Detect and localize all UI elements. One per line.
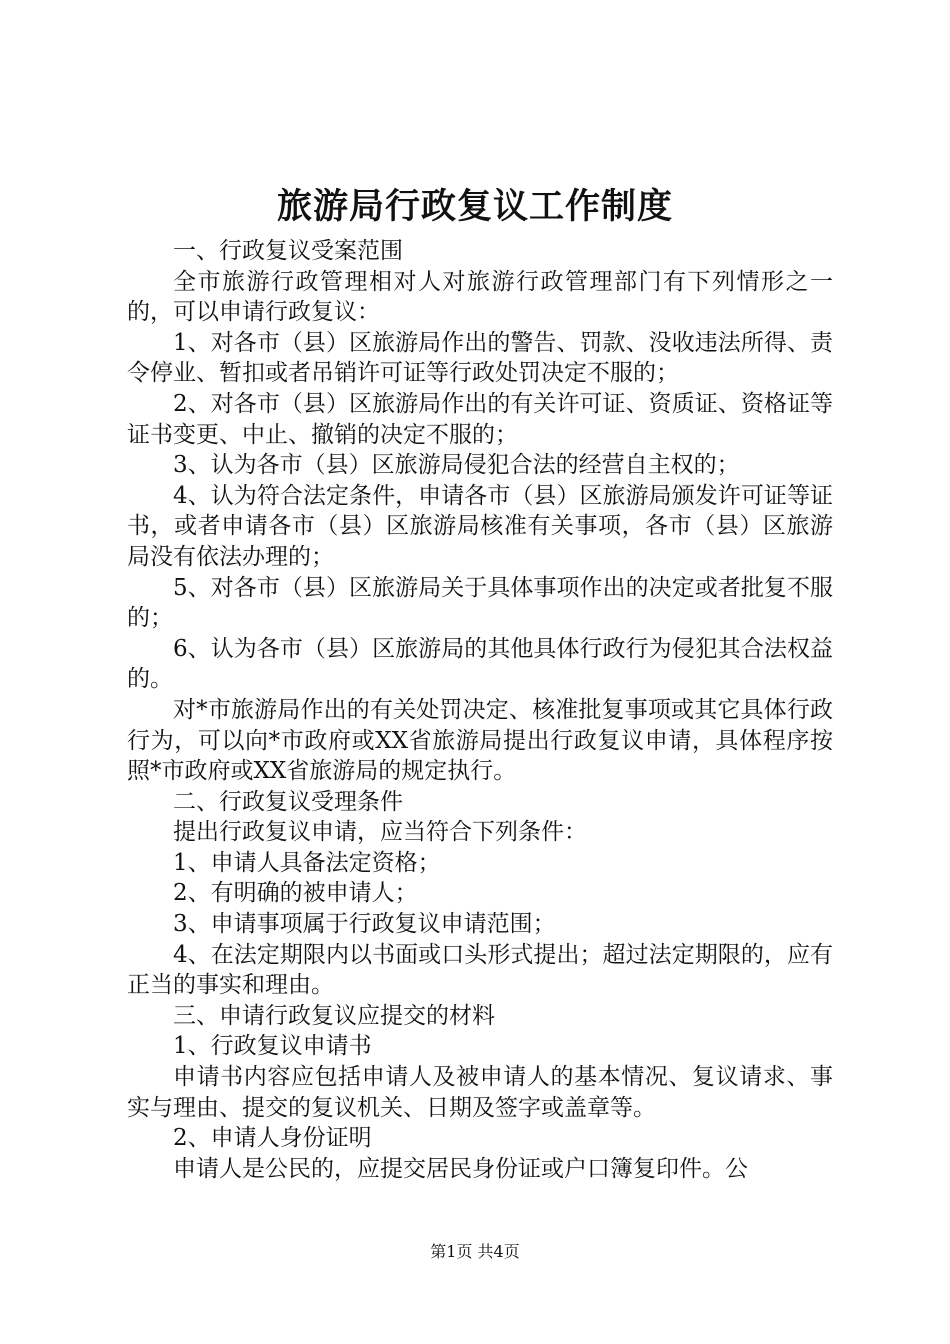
list-item: 4、认为符合法定条件，申请各市（县）区旅游局颁发许可证等证书，或者申请各市（县）区旅游局核准有关事项，各市（县）区旅游局没有依法办理的； — [127, 482, 833, 570]
section-heading-1: 一、行政复议受案范围 — [173, 238, 403, 264]
paragraph: 申请人是公民的，应提交居民身份证或户口簿复印件。公 — [173, 1155, 748, 1182]
document-body — [127, 236, 833, 1184]
list-item: 3、申请事项属于行政复议申请范围； — [173, 911, 556, 938]
list-item: 6、认为各市（县）区旅游局的其他具体行政行为侵犯其合法权益的。 — [127, 635, 833, 693]
document-title: 旅游局行政复议工作制度 — [276, 186, 673, 227]
paragraph: 全市旅游行政管理相对人对旅游行政管理部门有下列情形之一的，可以申请行政复议： — [127, 268, 833, 326]
page-number: 第1页 共4页 — [430, 1242, 520, 1261]
subheading: 2、申请人身份证明 — [173, 1125, 372, 1152]
list-item: 3、认为各市（县）区旅游局侵犯合法的经营自主权的； — [173, 452, 740, 479]
list-item: 4、在法定期限内以书面或口头形式提出；超过法定期限的，应有正当的事实和理由。 — [127, 941, 833, 999]
section-heading-3: 三、申请行政复议应提交的材料 — [173, 1002, 495, 1029]
subheading: 1、行政复议申请书 — [173, 1033, 372, 1060]
list-item: 2、对各市（县）区旅游局作出的有关许可证、资质证、资格证等证书变更、中止、撤销的决定不服的； — [127, 390, 833, 448]
list-item: 2、有明确的被申请人； — [173, 880, 418, 907]
paragraph: 提出行政复议申请，应当符合下列条件： — [173, 819, 587, 846]
list-item: 1、对各市（县）区旅游局作出的警告、罚款、没收违法所得、责令停业、暂扣或者吊销许可证等行政处罚决定不服的； — [127, 329, 833, 387]
list-item: 5、对各市（县）区旅游局关于具体事项作出的决定或者批复不服的； — [127, 574, 833, 632]
list-item: 1、申请人具备法定资格； — [173, 849, 441, 876]
section-heading-2: 二、行政复议受理条件 — [173, 788, 403, 815]
paragraph: 对*市旅游局作出的有关处罚决定、核准批复事项或其它具体行政行为，可以向*市政府或XX省旅游局提出行政复议申请，具体程序按照*市政府或XX省旅游局的规定执行。 — [127, 696, 833, 785]
paragraph: 申请书内容应包括申请人及被申请人的基本情况、复议请求、事实与理由、提交的复议机关、日期及签字或盖章等。 — [127, 1064, 833, 1121]
